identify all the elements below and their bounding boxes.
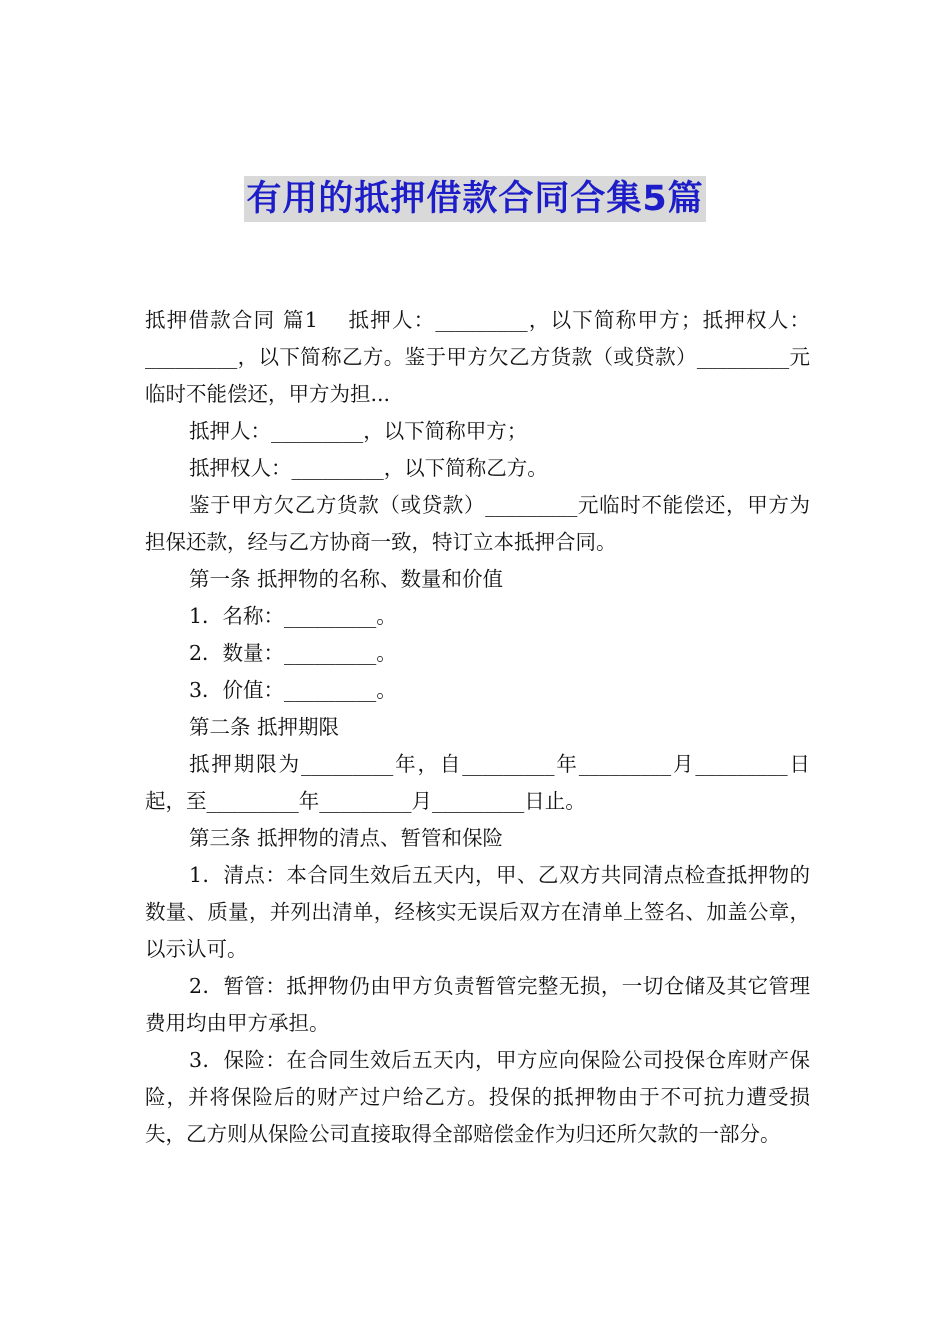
item-custody: 2．暂管：抵押物仍由甲方负责暂管完整无损，一切仓储及其它管理费用均由甲方承担。	[145, 974, 810, 1035]
paragraph-term: 抵押期限为_________年，自_________年_________月_________日起，至_________年_________月_________日止。	[145, 752, 810, 813]
article-3-heading: 第三条 抵押物的清点、暂管和保险	[189, 826, 504, 850]
item-inventory: 1．清点：本合同生效后五天内，甲、乙双方共同清点检查抵押物的数量、质量，并列出清单，经核实无误后双方在清单上签名、加盖公章，以示认可。	[145, 863, 810, 961]
item-value: 3．价值：_________。	[189, 678, 397, 702]
item-insurance: 3．保险：在合同生效后五天内，甲方应向保险公司投保仓库财产保险，并将保险后的财产过户给乙方。投保的抵押物由于不可抗力遭受损失，乙方则从保险公司直接取得全部赔偿金作为归还所欠款的一部分。	[145, 1048, 810, 1146]
item-quantity: 2．数量：_________。	[189, 641, 397, 665]
document-body	[145, 302, 810, 1153]
intro-paragraph: 抵押借款合同 篇1 抵押人：_________，以下简称甲方；抵押权人：_________，以下简称乙方。鉴于甲方欠乙方货款（或贷款）_________元临时不能偿还，甲方为担...	[145, 308, 810, 406]
paragraph-mortgagee: 抵押权人：_________，以下简称乙方。	[189, 456, 548, 480]
document-title: 有用的抵押借款合同合集5篇	[244, 176, 705, 222]
paragraph-preamble: 鉴于甲方欠乙方货款（或贷款）_________元临时不能偿还，甲方为担保还款，经与乙方协商一致，特订立本抵押合同。	[145, 493, 810, 554]
item-name: 1．名称：_________。	[189, 604, 397, 628]
paragraph-mortgagor: 抵押人：_________，以下简称甲方；	[189, 419, 528, 443]
article-1-heading: 第一条 抵押物的名称、数量和价值	[189, 567, 504, 591]
article-2-heading: 第二条 抵押期限	[189, 715, 340, 739]
title-container	[0, 176, 950, 222]
